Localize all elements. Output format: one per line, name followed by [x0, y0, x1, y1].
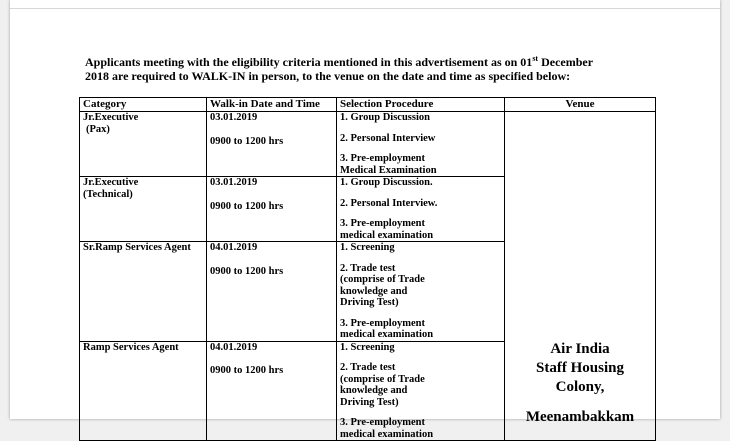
cell-date-time [207, 177, 337, 242]
procedure-step: medical examination [340, 329, 434, 340]
procedure-step: 3. Pre-employment [340, 417, 425, 428]
intro-superscript: st [532, 54, 539, 63]
intro-line2: 2018 are required to WALK-IN in person, to the venue on the date and time as specified below: [85, 68, 571, 83]
walkin-time: 0900 to 1200 hrs [210, 200, 284, 212]
venue-line: Colony, [555, 378, 605, 395]
page-top-border [10, 8, 720, 9]
venue-line: Meenambakkam [525, 408, 635, 425]
procedure-step: 1. Group Discussion [340, 112, 430, 123]
cell-procedure [337, 242, 505, 342]
category-line: Jr.Executive [83, 177, 139, 188]
procedure-step: Driving Test) [340, 396, 399, 408]
procedure-step: (comprise of Trade [340, 274, 425, 285]
walkin-date: 03.01.2019 [210, 177, 258, 188]
category-line: Jr.Executive [83, 112, 139, 123]
procedure-step: 2. Trade test [340, 262, 396, 274]
procedure-step: 2. Trade test [340, 362, 396, 373]
intro-line1-a: Applicants meeting with the eligibility criteria mentioned in this advertisement as on 01 [85, 55, 533, 69]
procedure-step: (comprise of Trade [340, 373, 425, 385]
cell-category [80, 177, 207, 242]
procedure-step: knowledge and [340, 385, 408, 396]
cell-venue [505, 112, 656, 441]
cell-category [80, 242, 207, 342]
procedure-step: 3. Pre-employment [340, 218, 425, 229]
procedure-step: 2. Personal Interview [340, 132, 436, 144]
walkin-date: 04.01.2019 [210, 341, 258, 353]
cell-date-time [207, 242, 337, 342]
procedure-step: 1. Screening [340, 341, 395, 353]
procedure-step: knowledge and [340, 285, 408, 297]
header-date-time: Walk-in Date and Time [207, 98, 337, 112]
walkin-date: 04.01.2019 [210, 242, 258, 253]
procedure-step: 3. Pre-employment [340, 317, 425, 329]
procedure-step: medical examination [340, 428, 434, 440]
procedure-step: 1. Group Discussion. [340, 177, 433, 188]
table-header-row [80, 98, 656, 112]
cell-procedure [337, 341, 505, 441]
walkin-time: 0900 to 1200 hrs [210, 365, 284, 376]
intro-line1-b: December [538, 55, 594, 69]
header-category: Category [80, 98, 207, 112]
procedure-step: 2. Personal Interview. [340, 197, 438, 209]
venue-line: Staff Housing [536, 359, 624, 376]
category-line: (Pax) [86, 123, 110, 135]
walkin-table [79, 97, 656, 441]
procedure-step: medical examination [340, 229, 434, 241]
cell-date-time [207, 112, 337, 177]
document-page [10, 0, 720, 440]
cell-date-time [207, 341, 337, 441]
category-line: Sr.Ramp Services Agent [83, 242, 191, 253]
procedure-step: Medical Examination [340, 164, 437, 176]
procedure-step: 1. Screening [340, 242, 395, 253]
header-venue: Venue [505, 98, 656, 112]
walkin-time: 0900 to 1200 hrs [210, 265, 284, 277]
category-line: Ramp Services Agent [83, 341, 179, 353]
category-line: (Technical) [83, 188, 133, 200]
procedure-step: Driving Test) [340, 297, 399, 308]
procedure-step: 3. Pre-employment [340, 153, 425, 164]
cell-category [80, 112, 207, 177]
intro-paragraph [85, 56, 685, 83]
header-procedure: Selection Procedure [337, 98, 505, 112]
cell-procedure [337, 112, 505, 177]
venue-line: Air India [550, 340, 610, 357]
table-row [80, 112, 656, 177]
cell-procedure [337, 177, 505, 242]
walkin-time: 0900 to 1200 hrs [210, 135, 284, 147]
cell-category [80, 341, 207, 441]
walkin-date: 03.01.2019 [210, 112, 258, 123]
